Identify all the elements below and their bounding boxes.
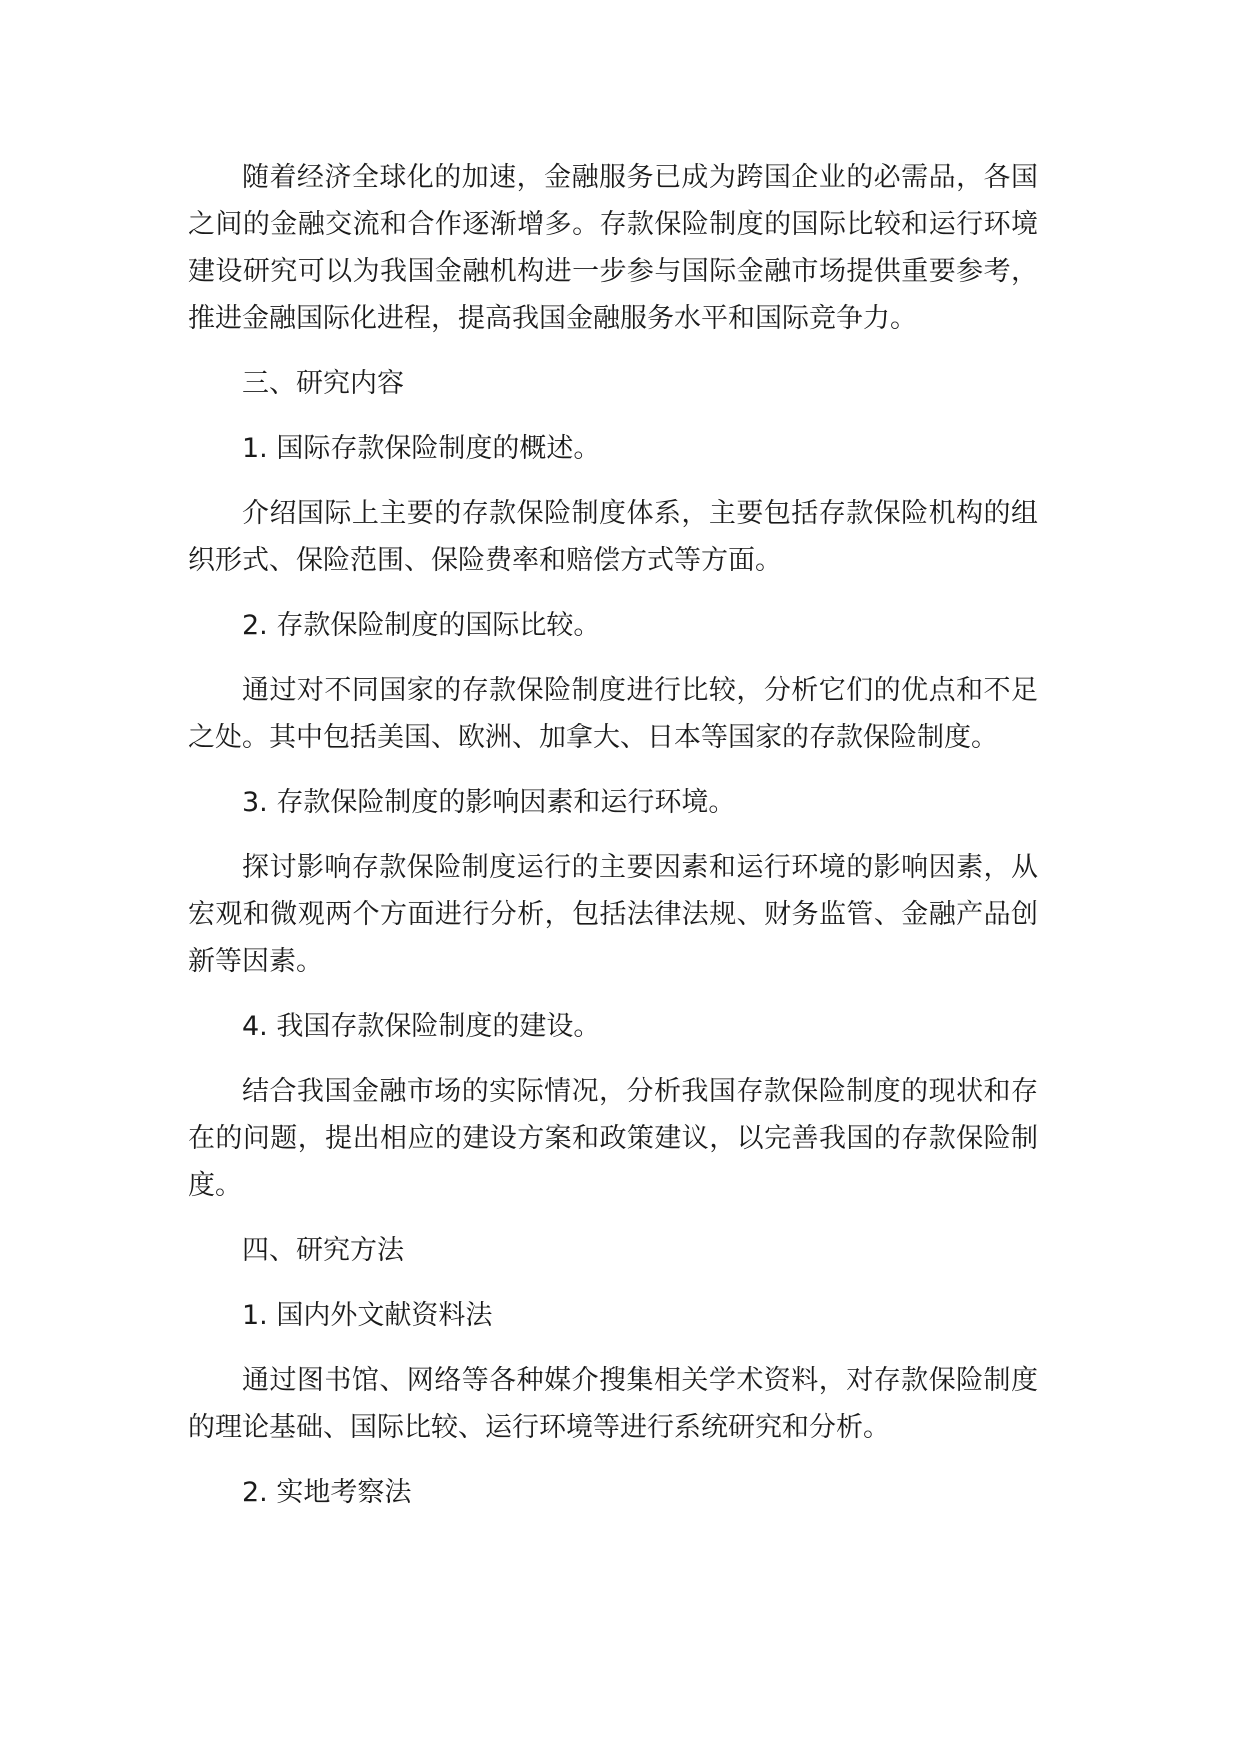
section-heading-research-methods: 四、研究方法 — [242, 1235, 404, 1266]
paragraph-item-3: 探讨影响存款保险制度运行的主要因素和运行环境的影响因素，从宏观和微观两个方面进行分析，包括法律法规、财务监管、金融产品创新等因素。 — [188, 852, 1038, 977]
item-heading-2: 2. 存款保险制度的国际比较。 — [242, 610, 601, 641]
method-heading-2: 2. 实地考察法 — [242, 1477, 412, 1508]
paragraph-item-2: 通过对不同国家的存款保险制度进行比较，分析它们的优点和不足之处。其中包括美国、欧洲、加拿大、日本等国家的存款保险制度。 — [188, 675, 1038, 753]
paragraph-item-4: 结合我国金融市场的实际情况，分析我国存款保险制度的现状和存在的问题，提出相应的建设方案和政策建议，以完善我国的存款保险制度。 — [188, 1076, 1038, 1201]
paragraph-item-1: 介绍国际上主要的存款保险制度体系，主要包括存款保险机构的组织形式、保险范围、保险费率和赔偿方式等方面。 — [188, 498, 1038, 576]
document-body — [188, 154, 1038, 1516]
method-heading-1: 1. 国内外文献资料法 — [242, 1300, 493, 1331]
item-heading-4: 4. 我国存款保险制度的建设。 — [242, 1011, 601, 1042]
section-heading-research-content: 三、研究内容 — [242, 368, 404, 399]
item-heading-3: 3. 存款保险制度的影响因素和运行环境。 — [242, 787, 736, 818]
item-heading-1: 1. 国际存款保险制度的概述。 — [242, 433, 601, 464]
paragraph-intro: 随着经济全球化的加速，金融服务已成为跨国企业的必需品，各国之间的金融交流和合作逐渐增多。存款保险制度的国际比较和运行环境建设研究可以为我国金融机构进一步参与国际金融市场提供重要参考，推进金融国际化进程，提高我国金融服务水平和国际竞争力。 — [188, 162, 1038, 334]
paragraph-method-1: 通过图书馆、网络等各种媒介搜集相关学术资料，对存款保险制度的理论基础、国际比较、运行环境等进行系统研究和分析。 — [188, 1365, 1038, 1443]
